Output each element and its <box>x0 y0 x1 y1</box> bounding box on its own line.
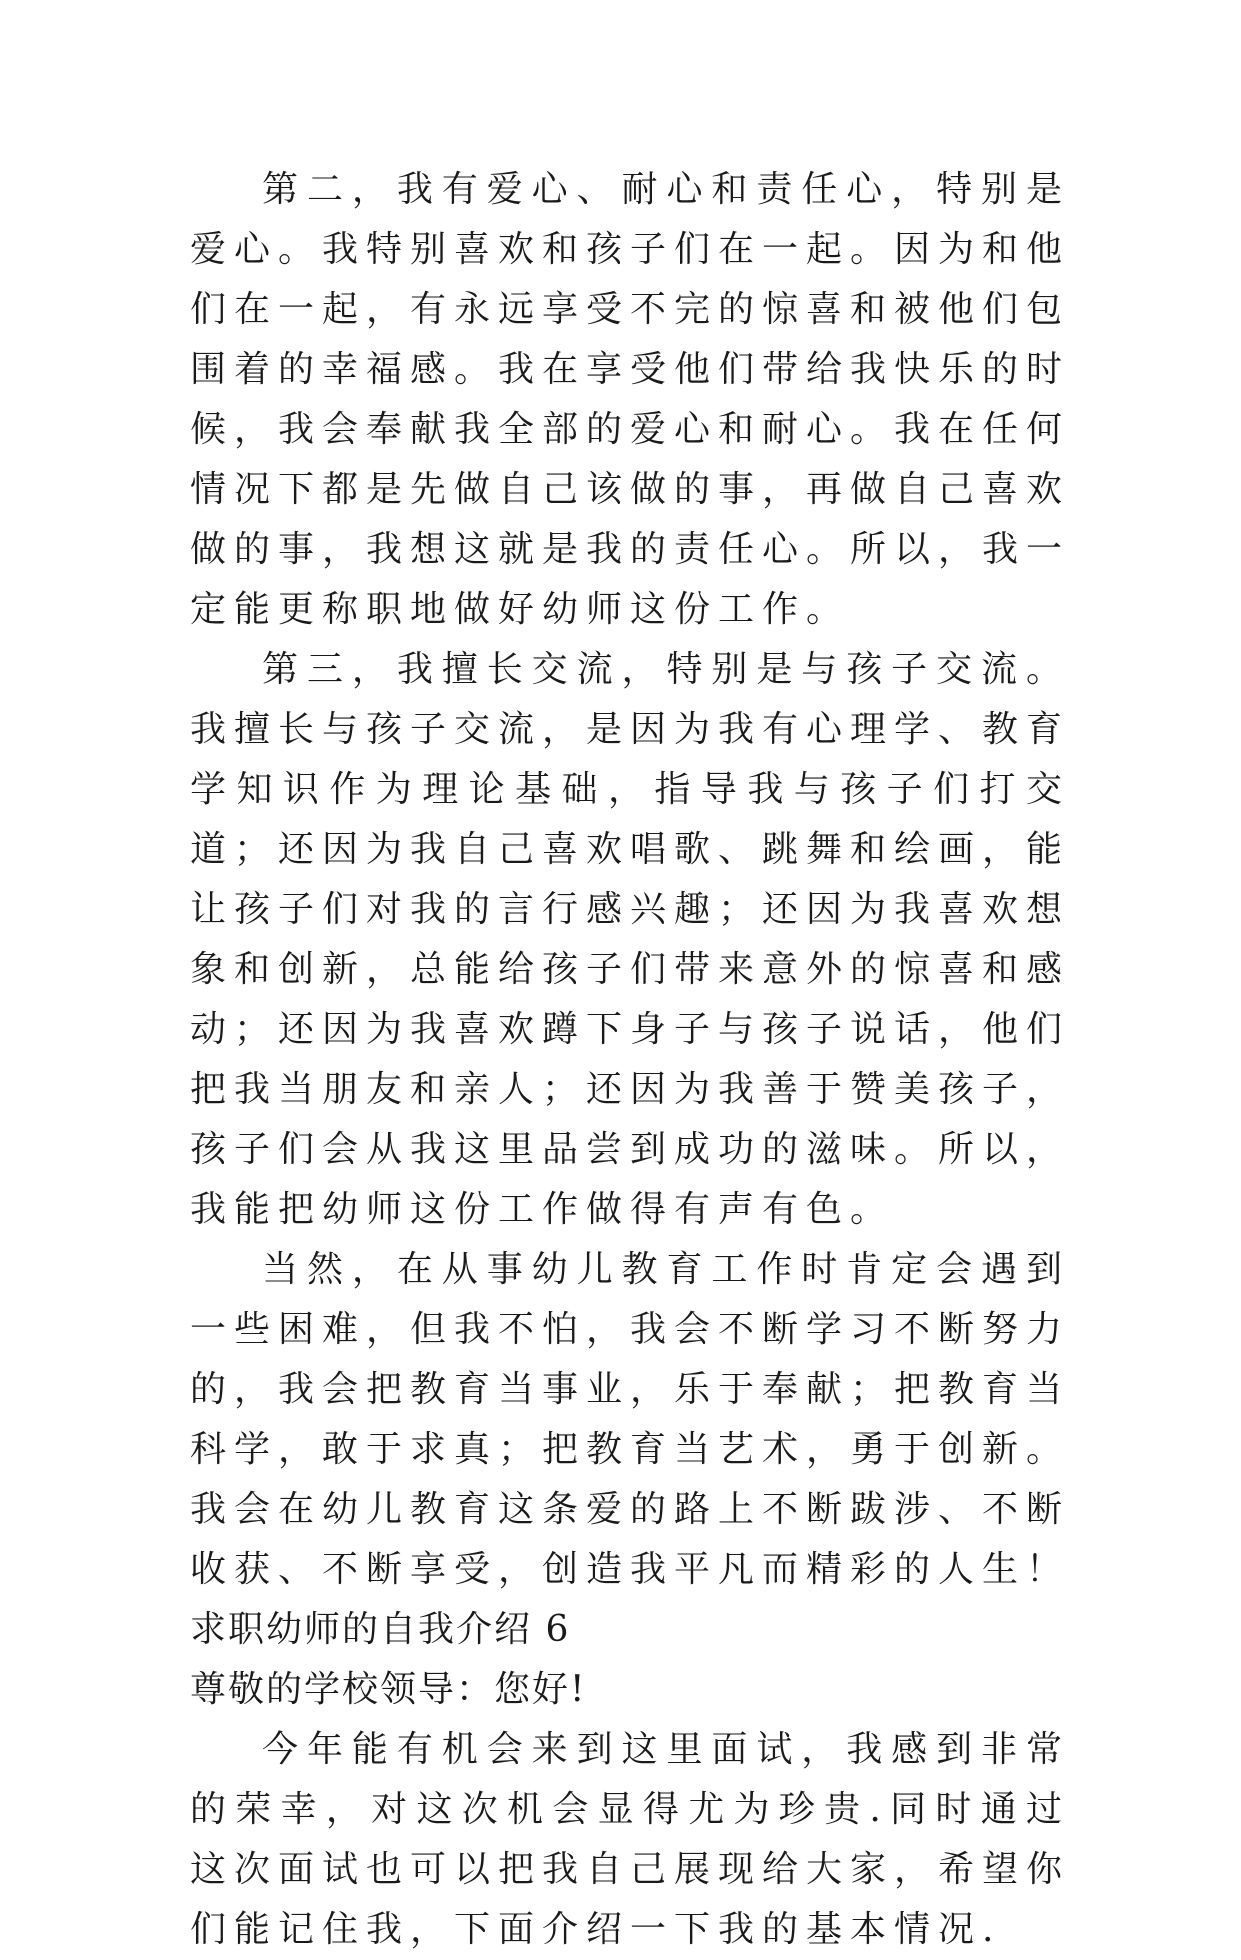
section-title: 求职幼师的自我介绍 6 <box>190 1609 571 1650</box>
paragraph-difficulties: 当然，在从事幼儿教育工作时肯定会遇到一些困难，但我不怕，我会不断学习不断努力的，我会把教育当事业，乐于奉献；把教育当科学，敢于求真；把教育当艺术，勇于创新。我会在幼儿教育这条爱的路上不断跋涉、不断收获、不断享受，创造我平凡而精彩的人生！ <box>190 1249 1071 1590</box>
paragraph-love-patience: 第二，我有爱心、耐心和责任心，特别是爱心。我特别喜欢和孩子们在一起。因为和他们在一起，有永远享受不完的惊喜和被他们包围着的幸福感。我在享受他们带给我快乐的时候，我会奉献我全部的爱心和耐心。我在任何情况下都是先做自己该做的事，再做自己喜欢做的事，我想这就是我的责任心。所以，我一定能更称职地做好幼师这份工作。 <box>190 169 1071 630</box>
document-page <box>190 160 1070 1960</box>
paragraph-communication: 第三，我擅长交流，特别是与孩子交流。我擅长与孩子交流，是因为我有心理学、教育学知识作为理论基础，指导我与孩子们打交道；还因为我自己喜欢唱歌、跳舞和绘画，能让孩子们对我的言行感兴趣；还因为我喜欢想象和创新，总能给孩子们带来意外的惊喜和感动；还因为我喜欢蹲下身子与孩子说话，他们把我当朋友和亲人；还因为我善于赞美孩子，孩子们会从我这里品尝到成功的滋味。所以，我能把幼师这份工作做得有声有色。 <box>190 649 1071 1230</box>
salutation: 尊敬的学校领导：您好! <box>190 1669 587 1710</box>
paragraph-interview-intro: 今年能有机会来到这里面试，我感到非常的荣幸，对这次机会显得尤为珍贵.同时通过这次面试也可以把我自己展现给大家，希望你们能记住我，下面介绍一下我的基本情况. <box>190 1729 1071 1950</box>
